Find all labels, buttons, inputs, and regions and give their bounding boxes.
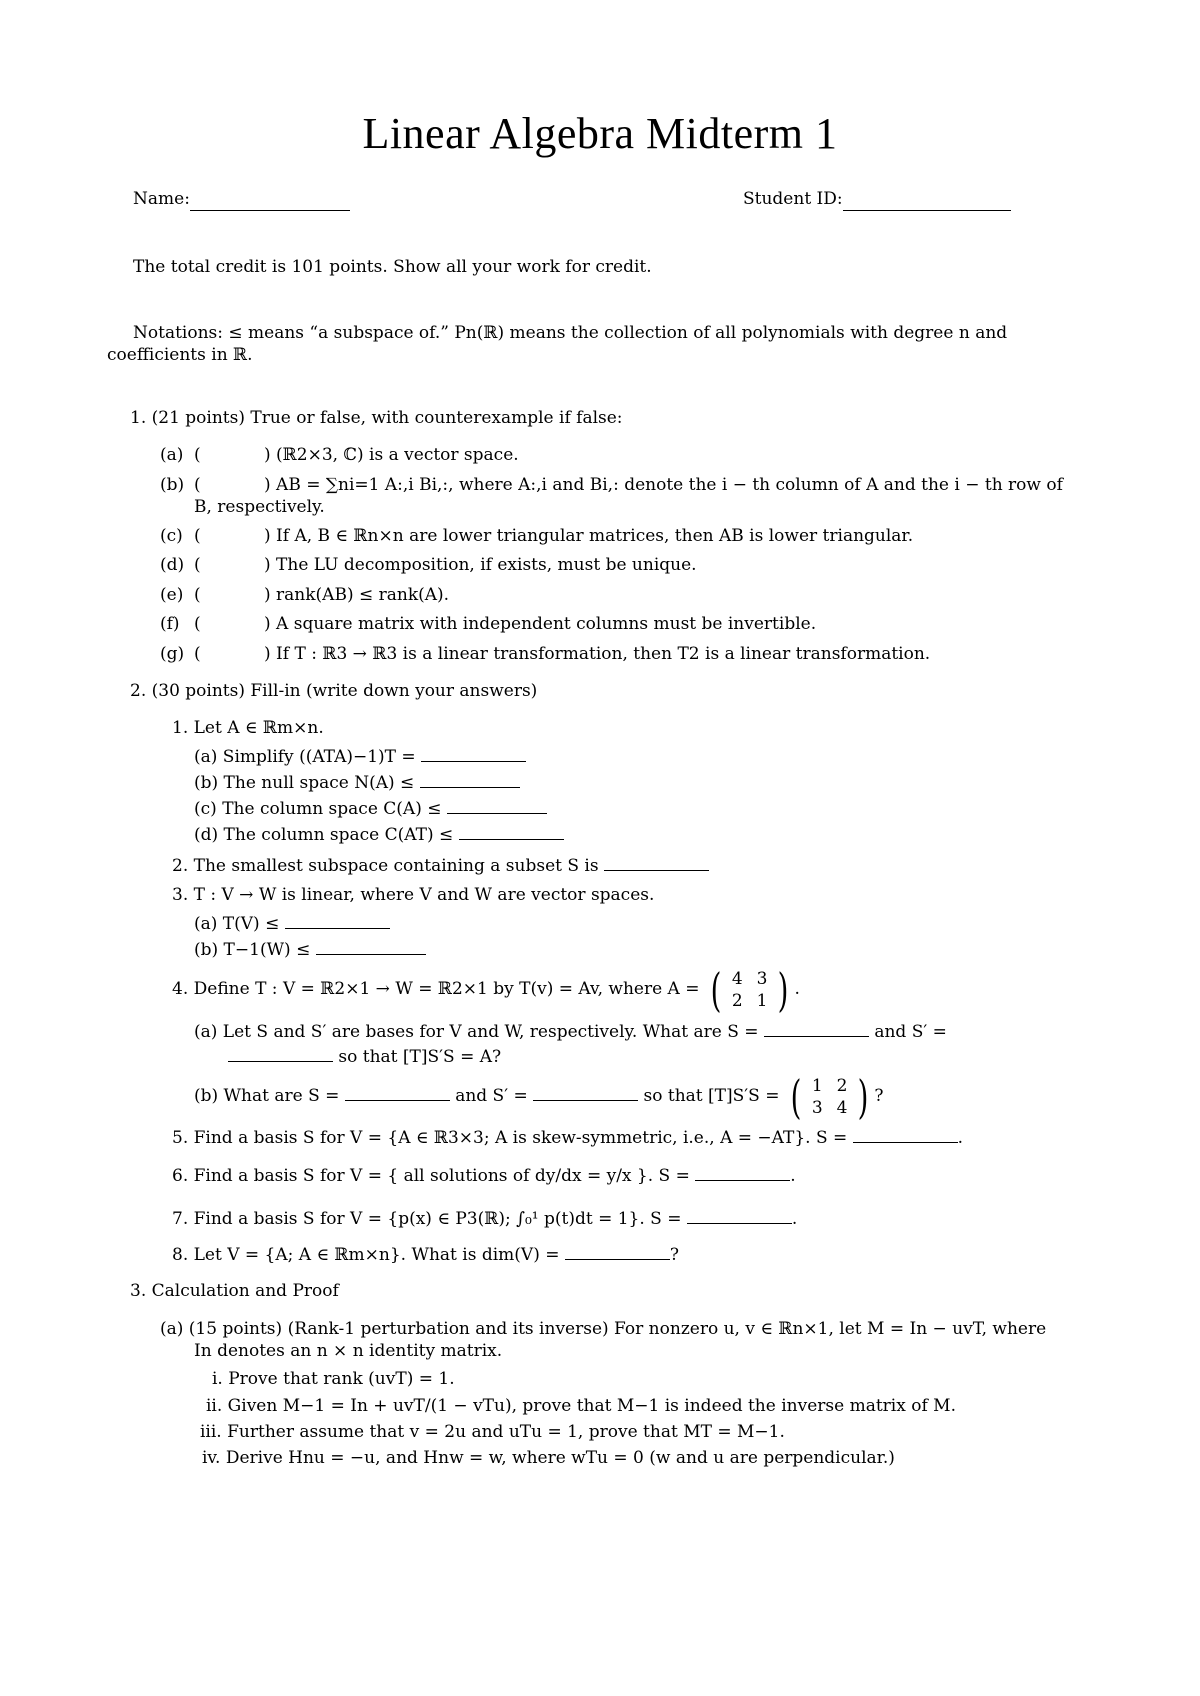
q2-part-4a-line1 <box>194 1021 947 1043</box>
answer-blank[interactable] <box>533 1086 638 1101</box>
answer-blank[interactable] <box>420 773 520 788</box>
q2-part-4a-text-2: and S′ = <box>874 1022 947 1042</box>
q2-header: 2. (30 points) Fill-in (write down your answers) <box>130 681 538 701</box>
answer-blank[interactable] <box>447 799 547 814</box>
q2-part-4b-text-1: (b) What are S = <box>194 1086 340 1106</box>
q1-item-text: ) (ℝ2×3, ℂ) is a vector space. <box>264 445 519 465</box>
q2-part-4a-text-3: so that [T]S′S = A? <box>338 1047 502 1067</box>
answer-blank[interactable] <box>285 914 390 929</box>
page-title: Linear Algebra Midterm 1 <box>362 109 838 158</box>
q2-part-4a-line2 <box>228 1046 501 1068</box>
matrix-cell: 3 <box>756 969 768 989</box>
q2-part-7-text: 7. Find a basis S for V = {p(x) ∈ P3(ℝ); ∫₀¹ p(t)dt = 1}. S = <box>172 1209 682 1229</box>
q2-part-4: 4. Define T : V = ℝ2×1 → W = ℝ2×1 by T(v) = Av, where A = ( 4 3 2 1 ) . <box>172 963 800 1017</box>
q1-item-text: ) If T : ℝ3 → ℝ3 is a linear transformation, then T2 is a linear transformation. <box>264 644 931 664</box>
q2-part-8 <box>172 1244 679 1266</box>
q2-part-3b <box>194 939 426 961</box>
answer-blank[interactable] <box>604 856 709 871</box>
q1-item-text: ) A square matrix with independent columns must be invertible. <box>264 614 817 634</box>
q2-part-4b-text-2: and S′ = <box>455 1086 528 1106</box>
q1-item-d <box>160 554 697 576</box>
answer-paren[interactable]: ( <box>194 614 201 634</box>
q2-part-3: 3. T : V → W is linear, where V and W are vector spaces. <box>172 885 655 905</box>
q1-item-a <box>160 444 519 466</box>
student-id-blank[interactable] <box>843 188 1011 211</box>
matrix-cell: 4 <box>731 969 743 989</box>
q1-item-label: (a) <box>160 445 184 465</box>
name-blank[interactable] <box>190 188 350 211</box>
answer-paren[interactable]: ( <box>194 555 201 575</box>
q2-part-7: 7. Find a basis S for V = {p(x) ∈ P3(ℝ); ∫₀¹ p(t)dt = 1}. S = . <box>172 1209 798 1229</box>
answer-blank[interactable] <box>687 1209 792 1224</box>
q2-part-1c-text: (c) The column space C(A) ≤ <box>194 799 442 819</box>
q3-part-a-iv: iv. Derive Hnu = −u, and Hnw = w, where wTu = 0 (w and u are perpendicular.) <box>202 1448 895 1468</box>
q1-item-e <box>160 584 449 606</box>
student-id-label: Student ID: <box>743 189 843 209</box>
matrix-right-bracket: ) <box>858 1070 869 1124</box>
matrix-b-table <box>805 1075 855 1119</box>
answer-blank[interactable] <box>565 1245 670 1260</box>
q2-part-3b-text: (b) T−1(W) ≤ <box>194 940 311 960</box>
answer-blank[interactable] <box>853 1128 958 1143</box>
answer-blank[interactable] <box>345 1086 450 1101</box>
q2-part-6: 6. Find a basis S for V = { all solutions of dy/dx = y/x }. S = . <box>172 1166 796 1186</box>
q2-part-6-text: 6. Find a basis S for V = { all solutions of dy/dx = y/x }. S = <box>172 1166 690 1186</box>
answer-blank[interactable] <box>459 825 564 840</box>
q2-part-4a-text-1: (a) Let S and S′ are bases for V and W, respectively. What are S = <box>194 1022 759 1042</box>
q2-part-1d <box>194 824 564 846</box>
q2-part-2-text: 2. The smallest subspace containing a subset S is <box>172 856 599 876</box>
q1-item-label: (e) <box>160 585 184 605</box>
q2-part-5: 5. Find a basis S for V = {A ∈ ℝ3×3; A is skew-symmetric, i.e., A = −AT}. S = . <box>172 1128 964 1148</box>
matrix-left-bracket: ( <box>790 1070 802 1124</box>
q1-item-label: (g) <box>160 644 185 664</box>
q3-header: 3. Calculation and Proof <box>130 1281 339 1301</box>
name-field <box>133 188 350 211</box>
answer-blank[interactable] <box>316 940 426 955</box>
matrix-left-bracket: ( <box>710 963 722 1017</box>
q3-part-a-iii: iii. Further assume that v = 2u and uTu = 1, prove that MT = M−1. <box>200 1422 785 1442</box>
notations-line-2: coefficients in ℝ. <box>107 345 253 365</box>
q1-item-label: (d) <box>160 555 185 575</box>
q1-item-c <box>160 525 913 547</box>
q2-part-4b <box>194 1070 884 1124</box>
matrix-cell: 3 <box>811 1098 823 1118</box>
q2-part-1d-text: (d) The column space C(AT) ≤ <box>194 825 454 845</box>
q1-item-label: (f) <box>160 614 180 634</box>
q2-part-1a-text: (a) Simplify ((ATA)−1)T = <box>194 747 416 767</box>
intro-text: The total credit is 101 points. Show all your work for credit. <box>133 257 652 277</box>
student-id-field <box>743 188 1011 211</box>
answer-blank[interactable] <box>764 1022 869 1037</box>
q2-part-1c <box>194 798 547 820</box>
answer-paren[interactable]: ( <box>194 585 201 605</box>
name-label: Name: <box>133 189 190 209</box>
q1-item-f <box>160 613 816 635</box>
q2-part-8-text: 8. Let V = {A; A ∈ ℝm×n}. What is dim(V) = <box>172 1245 560 1265</box>
matrix-cell: 1 <box>811 1076 823 1096</box>
matrix-cell: 2 <box>836 1076 848 1096</box>
matrix-cell: 4 <box>836 1098 848 1118</box>
matrix-a-table <box>725 968 775 1012</box>
answer-paren[interactable]: ( <box>194 644 201 664</box>
q2-part-4b-text-3: so that [T]S′S = <box>643 1086 780 1106</box>
matrix-cell: 2 <box>731 991 743 1011</box>
q2-part-3a <box>194 913 390 935</box>
q2-part-8-end: ? <box>669 1245 680 1265</box>
matrix-b <box>787 1070 873 1124</box>
q1-item-label: (b) <box>160 475 185 495</box>
answer-blank[interactable] <box>228 1047 333 1062</box>
q3-part-a-line1: (a) (15 points) (Rank-1 perturbation and its inverse) For nonzero u, v ∈ ℝn×1, let M = In − uvT, where <box>160 1319 1047 1339</box>
notations-line-1: Notations: ≤ means “a subspace of.” Pn(ℝ) means the collection of all polynomials with degree n and <box>133 323 1008 343</box>
q2-part-1b <box>194 772 520 794</box>
q2-part-1: 1. Let A ∈ ℝm×n. <box>172 718 324 738</box>
q3-part-a-i: i. Prove that rank (uvT) = 1. <box>212 1369 455 1389</box>
matrix-right-bracket: ) <box>778 963 789 1017</box>
q2-part-2 <box>172 855 709 877</box>
q1-item-text: ) AB = ∑ni=1 A:,i Bi,:, where A:,i and Bi,: denote the i − th column of A and the i − th row of <box>264 475 1063 495</box>
q2-part-4b-end: ? <box>874 1086 884 1106</box>
q1-header: 1. (21 points) True or false, with counterexample if false: <box>130 408 623 428</box>
answer-blank[interactable] <box>695 1166 790 1181</box>
q1-item-b-cont: B, respectively. <box>194 497 325 517</box>
answer-paren[interactable]: ( <box>194 526 201 546</box>
answer-blank[interactable] <box>421 747 526 762</box>
answer-paren[interactable]: ( <box>194 475 201 495</box>
q1-item-text: ) The LU decomposition, if exists, must be unique. <box>264 555 697 575</box>
q1-item-text: ) If A, B ∈ ℝn×n are lower triangular matrices, then AB is lower triangular. <box>264 526 914 546</box>
q1-item-text: ) rank(AB) ≤ rank(A). <box>264 585 450 605</box>
q1-item-g <box>160 643 930 665</box>
matrix-a <box>707 963 793 1017</box>
q2-part-3a-text: (a) T(V) ≤ <box>194 914 280 934</box>
q2-part-1a <box>194 746 526 768</box>
q1-item-b <box>160 474 1063 496</box>
q1-item-label: (c) <box>160 526 183 546</box>
q2-part-1b-text: (b) The null space N(A) ≤ <box>194 773 415 793</box>
answer-paren[interactable]: ( <box>194 445 201 465</box>
q2-part-5-text: 5. Find a basis S for V = {A ∈ ℝ3×3; A is skew-symmetric, i.e., A = −AT}. S = <box>172 1128 848 1148</box>
q2-part-4-text: 4. Define T : V = ℝ2×1 → W = ℝ2×1 by T(v) = Av, where A = <box>172 979 700 999</box>
q3-part-a-line2: In denotes an n × n identity matrix. <box>194 1341 503 1361</box>
q3-part-a-ii: ii. Given M−1 = In + uvT/(1 − vTu), prove that M−1 is indeed the inverse matrix of M. <box>206 1396 956 1416</box>
matrix-cell: 1 <box>756 991 768 1011</box>
